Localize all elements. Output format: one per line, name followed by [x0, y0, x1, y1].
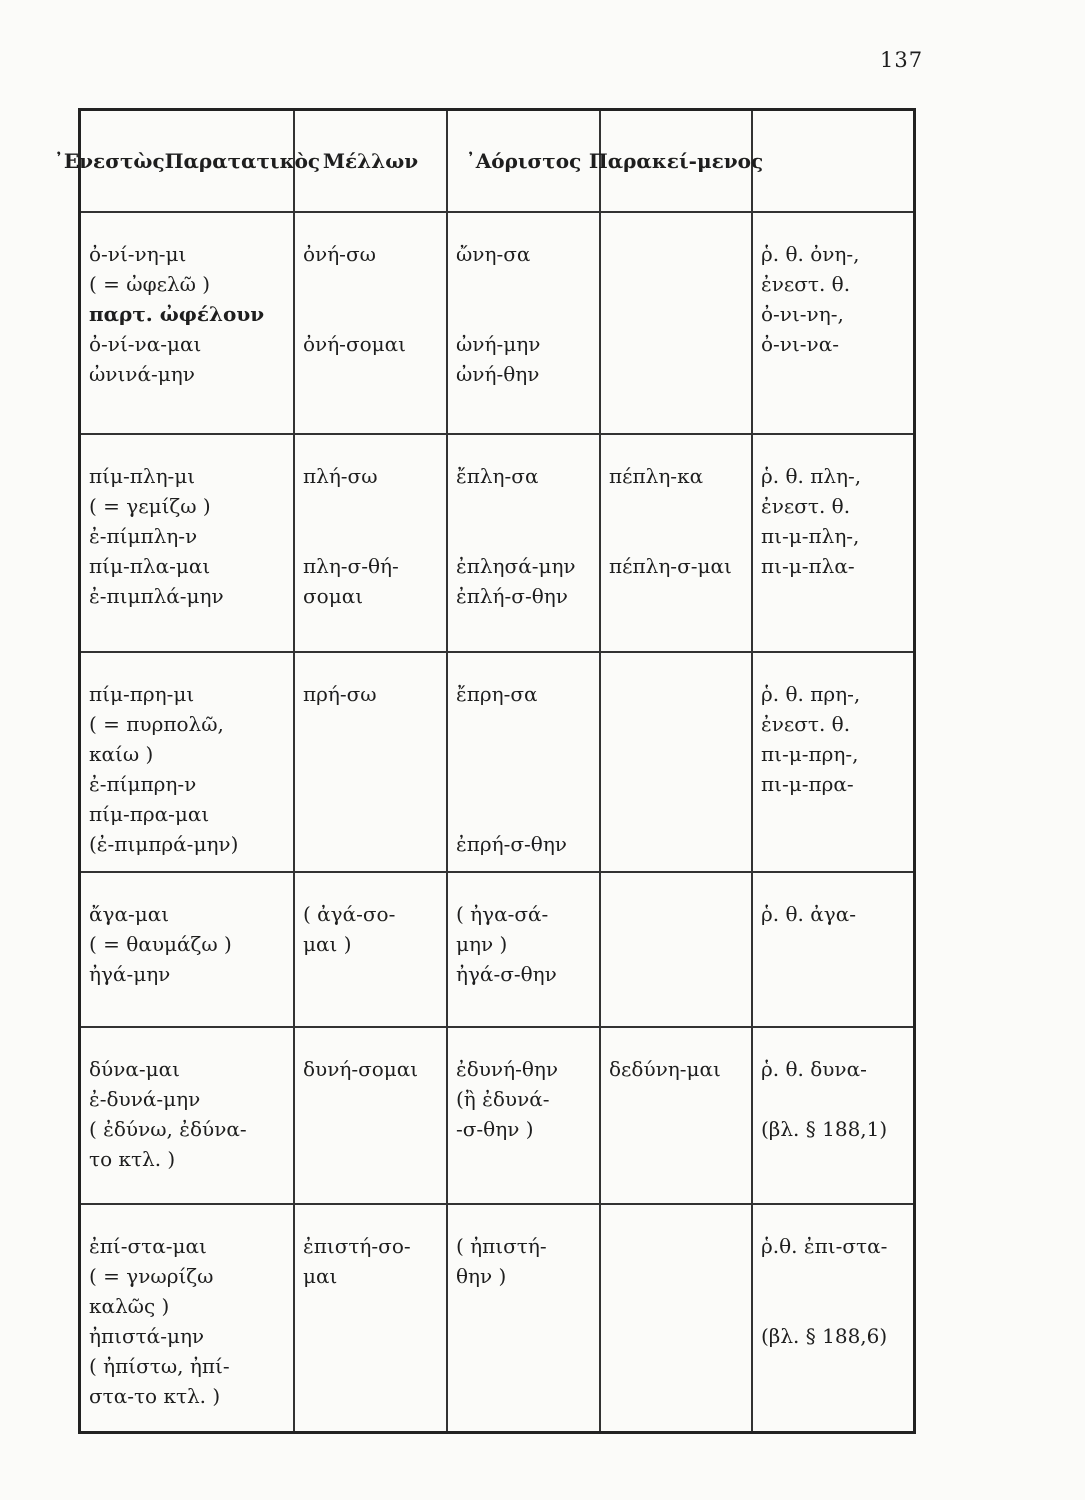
- cell-line: ἐπιστή-σο-: [303, 1234, 411, 1258]
- cell-line: [456, 769, 597, 799]
- cell-line: σομαι: [303, 584, 364, 608]
- cell-line: ῥ.θ. ἐπι-στα-: [761, 1234, 888, 1258]
- cell-aorist: [448, 239, 597, 389]
- cell-line: [456, 299, 597, 329]
- cell-line: μην ): [456, 932, 508, 956]
- cell-line: ὀ-νι-νη-,: [761, 302, 844, 326]
- cell-line: [456, 521, 597, 551]
- cell-aorist: [448, 679, 597, 859]
- row-divider: [81, 651, 913, 653]
- cell-line: ἔπλη-σα: [456, 464, 539, 488]
- cell-line: ὀ-νί-νη-μι: [89, 242, 187, 266]
- cell-line: ἐ-πίμπρη-ν: [89, 772, 197, 796]
- cell-line: ἐνεστ. θ.: [761, 712, 851, 736]
- cell-line: ἐδυνή-θην: [456, 1057, 559, 1081]
- cell-perfect: [601, 461, 749, 581]
- cell-present: [81, 1231, 291, 1411]
- cell-line: ὠνινά-μην: [89, 362, 195, 386]
- cell-line: ἠγά-σ-θην: [456, 962, 557, 986]
- cell-present: [81, 679, 291, 859]
- cell-line: ἐ-πιμπλά-μην: [89, 584, 224, 608]
- cell-line: δεδύνη-μαι: [609, 1057, 721, 1081]
- cell-stem: [753, 899, 911, 929]
- cell-stem: [753, 679, 911, 799]
- cell-line: μαι: [303, 1264, 338, 1288]
- cell-line: πίμ-πρη-μι: [89, 682, 195, 706]
- header-perfect: [588, 111, 764, 211]
- header-text: μενος: [696, 148, 764, 173]
- cell-line: πίμ-πλη-μι: [89, 464, 196, 488]
- cell-line: πέπλη-σ-μαι: [609, 554, 732, 578]
- cell-line: [303, 269, 444, 299]
- cell-line: ἐπρή-σ-θην: [456, 832, 567, 856]
- cell-line: πι-μ-πρη-,: [761, 742, 859, 766]
- cell-line: ἐνεστ. θ.: [761, 494, 851, 518]
- cell-line: ( = θαυμάζω ): [89, 932, 232, 956]
- header-stem: [753, 111, 913, 211]
- cell-line: ( = γεμίζω ): [89, 494, 211, 518]
- cell-aorist: [448, 1231, 597, 1291]
- cell-line: πλη-σ-θή-: [303, 554, 399, 578]
- cell-line: [761, 1084, 911, 1114]
- cell-line: πι-μ-πλα-: [761, 554, 855, 578]
- cell-line: ( = γνωρίζω: [89, 1264, 214, 1288]
- cell-line: ἄγα-μαι: [89, 902, 170, 926]
- cell-stem: [753, 239, 911, 359]
- cell-line: ( ἠγα-σά-: [456, 902, 549, 926]
- cell-future: [295, 679, 444, 709]
- header-text: ᾿Ενεστὼς: [53, 148, 165, 173]
- cell-line: ἐπλησά-μην: [456, 554, 576, 578]
- cell-line: ῥ. θ. ἀγα-: [761, 902, 856, 926]
- row-divider: [81, 1203, 913, 1205]
- cell-stem: [753, 1054, 911, 1144]
- cell-line: ( = ὠφελῶ ): [89, 272, 211, 296]
- cell-line: [456, 491, 597, 521]
- cell-line: καίω ): [89, 742, 154, 766]
- cell-line: πλή-σω: [303, 464, 378, 488]
- cell-line: ( ἀγά-σο-: [303, 902, 396, 926]
- cell-line: [456, 799, 597, 829]
- cell-line: ἔπρη-σα: [456, 682, 538, 706]
- header-present: [53, 111, 321, 211]
- cell-line: ὀ-νι-να-: [761, 332, 839, 356]
- cell-line: πίμ-πρα-μαι: [89, 802, 210, 826]
- cell-line: μαι ): [303, 932, 352, 956]
- cell-line: (βλ. § 188,1): [761, 1117, 888, 1141]
- header-text: Μέλλων: [322, 148, 419, 173]
- cell-line: [303, 521, 444, 551]
- cell-future: [295, 1054, 444, 1084]
- cell-line: ( ἠπιστή-: [456, 1234, 547, 1258]
- cell-line: ῥ. θ. δυνα-: [761, 1057, 867, 1081]
- cell-line: ῥ. θ. ὀνη-,: [761, 242, 860, 266]
- cell-present: [81, 461, 291, 611]
- cell-line: δυνή-σομαι: [303, 1057, 419, 1081]
- header-aorist: [448, 111, 599, 211]
- cell-line: στα-το κτλ. ): [89, 1384, 221, 1408]
- cell-present: [81, 899, 291, 989]
- cell-aorist: [448, 899, 597, 989]
- cell-line: ἠπιστά-μην: [89, 1324, 205, 1348]
- cell-future: [295, 899, 444, 959]
- cell-line: ὀνή-σομαι: [303, 332, 406, 356]
- cell-line: καλῶς ): [89, 1294, 170, 1318]
- cell-line: (βλ. § 188,6): [761, 1324, 888, 1348]
- conjugation-table: [53, 108, 916, 1434]
- cell-line: [303, 299, 444, 329]
- cell-line: ὤνη-σα: [456, 242, 531, 266]
- cell-line: [609, 491, 749, 521]
- cell-present: [81, 239, 291, 389]
- cell-line: [456, 739, 597, 769]
- cell-line: ἐπί-στα-μαι: [89, 1234, 207, 1258]
- cell-line: ἐπλή-σ-θην: [456, 584, 568, 608]
- cell-future: [295, 1231, 444, 1291]
- cell-line: δύνα-μαι: [89, 1057, 180, 1081]
- cell-line: ὠνή-μην: [456, 332, 541, 356]
- cell-aorist: [448, 1054, 597, 1144]
- header-text: Παρατατικὸς: [164, 148, 321, 173]
- page-number: 137: [880, 48, 924, 72]
- row-divider: [81, 1026, 913, 1028]
- cell-future: [295, 239, 444, 359]
- cell-line: ( ἠπίστω, ἠπί-: [89, 1354, 230, 1378]
- cell-stem: [753, 461, 911, 581]
- cell-line: [609, 521, 749, 551]
- cell-line: -σ-θην ): [456, 1117, 534, 1141]
- cell-line: πι-μ-πλη-,: [761, 524, 860, 548]
- row-divider: [81, 871, 913, 873]
- cell-stem: [753, 1231, 911, 1351]
- cell-line: ἐ-δυνά-μην: [89, 1087, 201, 1111]
- cell-line: το κτλ. ): [89, 1147, 176, 1171]
- cell-line: [303, 491, 444, 521]
- cell-line: ( = πυρπολῶ,: [89, 712, 224, 736]
- cell-line: πρή-σω: [303, 682, 377, 706]
- cell-line: ῥ. θ. πλη-,: [761, 464, 862, 488]
- cell-line: ὀνή-σω: [303, 242, 376, 266]
- cell-line: ( ἐδύνω, ἐδύνα-: [89, 1117, 247, 1141]
- cell-line: ὠνή-θην: [456, 362, 540, 386]
- cell-line: ἐνεστ. θ.: [761, 272, 851, 296]
- cell-aorist: [448, 461, 597, 611]
- cell-present: [81, 1054, 291, 1174]
- cell-line: [761, 1291, 911, 1321]
- header-future: [295, 111, 446, 211]
- cell-future: [295, 461, 444, 611]
- cell-line: πίμ-πλα-μαι: [89, 554, 211, 578]
- cell-line: ἐ-πίμπλη-ν: [89, 524, 198, 548]
- header-text: ᾿Αόριστος: [465, 148, 582, 173]
- cell-line: ὀ-νί-να-μαι: [89, 332, 202, 356]
- cell-line: (ἐ-πιμπρά-μην): [89, 832, 239, 856]
- cell-line: [456, 269, 597, 299]
- header-text: Παρακεί-: [588, 148, 697, 173]
- cell-perfect: [601, 1054, 749, 1084]
- cell-line: (ἢ ἐδυνά-: [456, 1087, 550, 1111]
- cell-line: παρτ. ὠφέλουν: [89, 302, 265, 326]
- cell-line: πέπλη-κα: [609, 464, 704, 488]
- cell-line: ἠγά-μην: [89, 962, 171, 986]
- row-divider: [81, 433, 913, 435]
- cell-line: πι-μ-πρα-: [761, 772, 854, 796]
- cell-line: ῥ. θ. πρη-,: [761, 682, 861, 706]
- cell-line: θην ): [456, 1264, 507, 1288]
- column-divider: [599, 111, 601, 1431]
- cell-line: [761, 1261, 911, 1291]
- cell-line: [456, 709, 597, 739]
- row-divider: [81, 211, 913, 213]
